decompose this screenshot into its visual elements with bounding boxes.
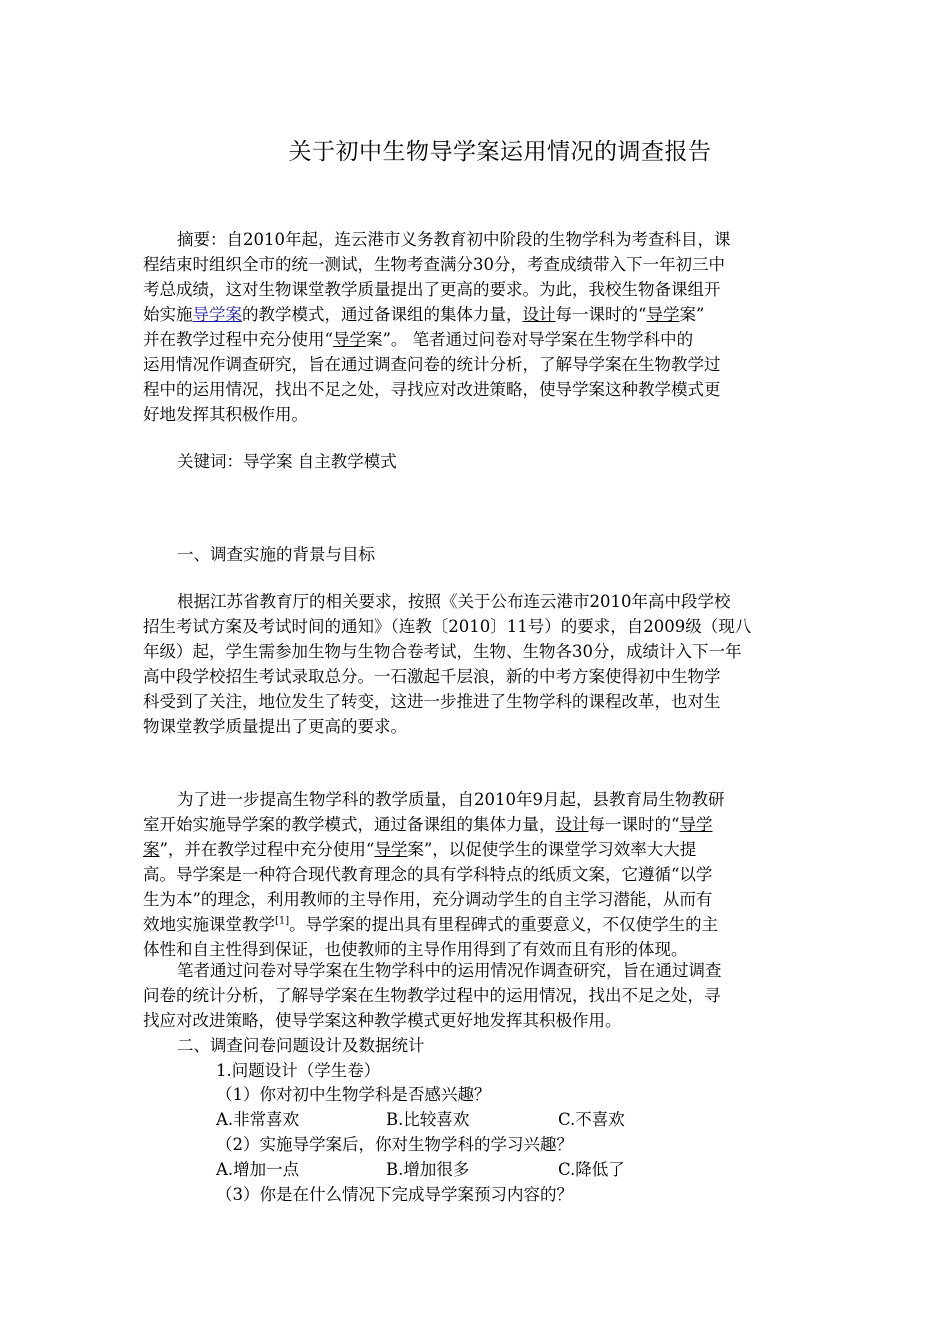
abstract-line-5 bbox=[143, 327, 813, 352]
daoxue-link[interactable]: 导学 bbox=[374, 840, 408, 859]
abstract-text: 案” bbox=[679, 305, 705, 324]
question-1-option-c: C.不喜欢 bbox=[558, 1110, 625, 1129]
paragraph-line: 高。导学案是一种符合现代教育理念的具有学科特点的纸质文案，它遵循“以学 bbox=[143, 865, 713, 884]
paragraph-line: 高中段学校招生考试录取总分。一石激起千层浪，新的中考方案使得初中生物学 bbox=[143, 667, 721, 686]
paragraph-line: 科受到了关注，地位发生了转变，这进一步推进了生物学科的课程改革，也对生 bbox=[143, 692, 721, 711]
keywords: 关键词：导学案 自主教学模式 bbox=[177, 452, 397, 471]
abstract-line-3: 考总成绩，这对生物课堂教学质量提出了更高的要求。为此，我校生物备课组开 bbox=[143, 280, 721, 299]
paragraph-text: 每一课时的“ bbox=[588, 815, 680, 834]
paragraph-text: 案”，以促使学生的课堂学习效率大大提 bbox=[407, 840, 697, 859]
paragraph-text: 效地实施课堂教学 bbox=[143, 915, 275, 934]
sheji-link[interactable]: 设计 bbox=[555, 815, 589, 834]
paragraph-line bbox=[143, 912, 813, 937]
abstract-paragraph bbox=[143, 227, 813, 427]
section-1-paragraph-2 bbox=[143, 787, 813, 962]
abstract-text: 每一课时的“ bbox=[555, 305, 647, 324]
document-title: 关于初中生物导学案运用情况的调查报告 bbox=[288, 139, 712, 165]
daoxue-link[interactable]: 导学 bbox=[332, 330, 366, 349]
question-1-option-a: A.非常喜欢 bbox=[216, 1110, 300, 1129]
paragraph-text: 室开始实施导学案的教学模式，通过备课组的集体力量， bbox=[143, 815, 556, 834]
paragraph-line: 生为本”的理念，利用教师的主导作用，充分调动学生的自主学习潜能，从而有 bbox=[143, 890, 713, 909]
question-2: （2）实施导学案后，你对生物学科的学习兴趣？ bbox=[216, 1135, 573, 1154]
question-2-option-a: A.增加一点 bbox=[216, 1160, 300, 1179]
section-2-heading: 二、调查问卷问题设计及数据统计 bbox=[177, 1036, 425, 1055]
paragraph-line bbox=[143, 812, 813, 837]
subsection-heading: 1.问题设计（学生卷） bbox=[216, 1061, 381, 1080]
abstract-line-7: 程中的运用情况，找出不足之处，寻找应对改进策略，使导学案这种教学模式更 bbox=[143, 380, 721, 399]
question-1-option-b: B.比较喜欢 bbox=[386, 1110, 470, 1129]
abstract-line-4 bbox=[143, 302, 813, 327]
abstract-text: 并在教学过程中充分使用“ bbox=[143, 330, 333, 349]
abstract-line-2: 程结束时组织全市的统一测试，生物考查满分30分，考查成绩带入下一年初三中 bbox=[143, 255, 725, 274]
abstract-text: 始实施 bbox=[143, 305, 193, 324]
sheji-link[interactable]: 设计 bbox=[522, 305, 556, 324]
daoxue-link[interactable]: 导学 bbox=[646, 305, 680, 324]
question-1: （1）你对初中生物学科是否感兴趣？ bbox=[216, 1085, 491, 1104]
abstract-text: 的教学模式，通过备课组的集体力量， bbox=[242, 305, 523, 324]
paragraph-line: 问卷的统计分析，了解导学案在生物教学过程中的运用情况，找出不足之处，寻 bbox=[143, 986, 721, 1005]
section-1-paragraph-3 bbox=[143, 958, 813, 1033]
daoxuean-link[interactable]: 导学案 bbox=[192, 305, 242, 324]
abstract-text: 案”。 笔者通过问卷对导学案在生物学科中的 bbox=[365, 330, 694, 349]
abstract-line-8: 好地发挥其积极作用。 bbox=[143, 405, 308, 424]
paragraph-line: 为了进一步提高生物学科的教学质量，自2010年9月起，县教育局生物教研 bbox=[177, 790, 725, 809]
paragraph-line: 根据江苏省教育厅的相关要求，按照《关于公布连云港市2010年高中段学校 bbox=[177, 592, 731, 611]
section-1-heading: 一、调查实施的背景与目标 bbox=[177, 545, 375, 564]
footnote-reference[interactable]: [1] bbox=[275, 915, 290, 927]
question-2-option-c: C.降低了 bbox=[558, 1160, 625, 1179]
abstract-line-1: 摘要：自2010年起，连云港市义务教育初中阶段的生物学科为考查科目，课 bbox=[177, 230, 731, 249]
paragraph-line: 笔者通过问卷对导学案在生物学科中的运用情况作调查研究，旨在通过调查 bbox=[177, 961, 722, 980]
question-3: （3）你是在什么情况下完成导学案预习内容的？ bbox=[216, 1185, 573, 1204]
paragraph-line: 物课堂教学质量提出了更高的要求。 bbox=[143, 717, 407, 736]
paragraph-text: 。导学案的提出具有里程碑式的重要意义，不仅使学生的主 bbox=[289, 915, 719, 934]
daoxue-link[interactable]: 导学 bbox=[679, 815, 713, 834]
an-link[interactable]: 案 bbox=[143, 840, 160, 859]
question-2-option-b: B.增加很多 bbox=[386, 1160, 470, 1179]
section-1-paragraph-1 bbox=[143, 589, 813, 739]
paragraph-text: ”，并在教学过程中充分使用“ bbox=[159, 840, 375, 859]
paragraph-line bbox=[143, 837, 813, 862]
abstract-line-6: 运用情况作调查研究，旨在通过调查问卷的统计分析，了解导学案在生物教学过 bbox=[143, 355, 721, 374]
paragraph-line: 招生考试方案及考试时间的通知》（连教〔2010〕11号）的要求，自2009级（现八 bbox=[143, 617, 752, 636]
paragraph-line: 体性和自主性得到保证，也使教师的主导作用得到了有效而且有形的体现。 bbox=[143, 940, 688, 959]
paragraph-line: 找应对改进策略，使导学案这种教学模式更好地发挥其积极作用。 bbox=[143, 1011, 622, 1030]
paragraph-line: 年级）起，学生需参加生物与生物合卷考试，生物、生物各30分，成绩计入下一年 bbox=[143, 642, 742, 661]
